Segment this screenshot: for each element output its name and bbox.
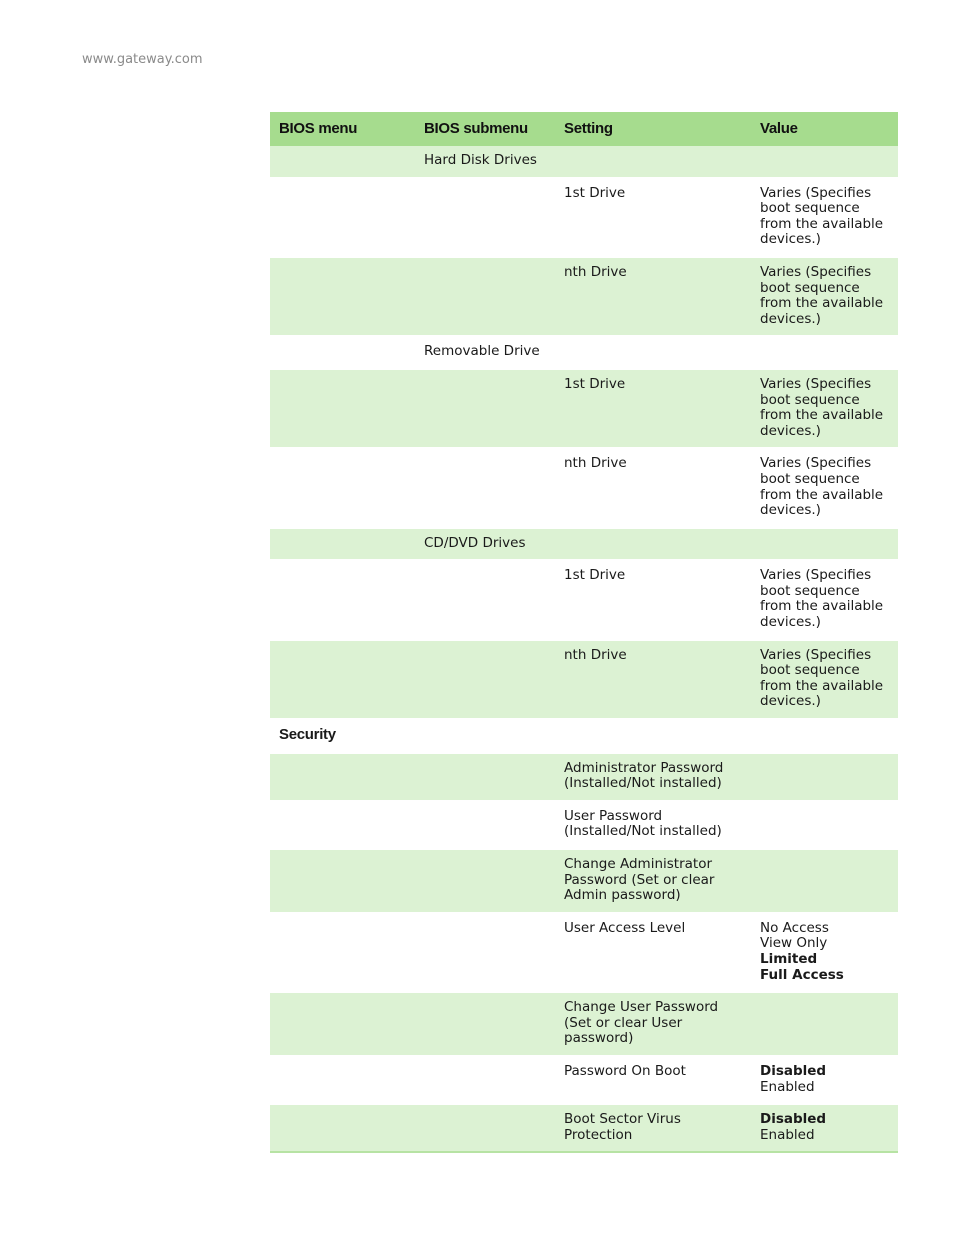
- value-option: Varies (Specifies boot sequence from the available devices.): [760, 646, 884, 710]
- table-row: [270, 257, 898, 336]
- cell-setting: Change Administrator Password (Set or clear Admin password): [555, 849, 751, 913]
- cell-bios-submenu: [415, 913, 555, 992]
- table-row: [270, 913, 898, 992]
- value-option: Varies (Specifies boot sequence from the available devices.): [760, 263, 884, 327]
- cell-value: [751, 640, 898, 719]
- value-option: Varies (Specifies boot sequence from the available devices.): [760, 455, 884, 519]
- cell-value: [751, 146, 898, 178]
- cell-setting: Password On Boot: [555, 1056, 751, 1104]
- cell-setting: 1st Drive: [555, 560, 751, 639]
- cell-setting: nth Drive: [555, 257, 751, 336]
- table-row: [270, 719, 898, 753]
- value-option: Disabled: [760, 1111, 827, 1128]
- cell-value: [751, 719, 898, 753]
- table-row: [270, 1104, 898, 1152]
- cell-value: [751, 1056, 898, 1104]
- table-row: [270, 753, 898, 801]
- cell-bios-menu: [270, 369, 415, 448]
- site-url: www.gateway.com: [82, 52, 203, 67]
- cell-value: [751, 528, 898, 561]
- cell-bios-menu: [270, 640, 415, 719]
- value-option: Full Access: [760, 966, 844, 983]
- cell-value: [751, 801, 898, 849]
- cell-setting: [555, 146, 751, 178]
- table-row: [270, 560, 898, 639]
- table-row: [270, 801, 898, 849]
- table-row: [270, 369, 898, 448]
- cell-bios-menu: [270, 719, 415, 753]
- cell-bios-submenu: [415, 369, 555, 448]
- cell-value: [751, 753, 898, 801]
- table-row: [270, 849, 898, 913]
- table-row: [270, 178, 898, 257]
- cell-setting: 1st Drive: [555, 369, 751, 448]
- cell-bios-submenu: [415, 1056, 555, 1104]
- cell-bios-menu: [270, 753, 415, 801]
- value-option: Enabled: [760, 1078, 815, 1095]
- value-option: View Only: [760, 935, 828, 952]
- cell-setting: User Access Level: [555, 913, 751, 992]
- cell-bios-submenu: [415, 801, 555, 849]
- table-row: [270, 448, 898, 527]
- cell-value: [751, 178, 898, 257]
- cell-bios-submenu: [415, 178, 555, 257]
- cell-value: [751, 849, 898, 913]
- cell-value: [751, 992, 898, 1056]
- value-option: Varies (Specifies boot sequence from the available devices.): [760, 375, 884, 439]
- cell-bios-submenu: [415, 448, 555, 527]
- cell-setting: Change User Password (Set or clear User password): [555, 992, 751, 1056]
- cell-bios-menu: [270, 849, 415, 913]
- cell-bios-submenu: CD/DVD Drives: [415, 528, 555, 561]
- cell-bios-menu: [270, 257, 415, 336]
- cell-setting: 1st Drive: [555, 178, 751, 257]
- cell-bios-submenu: [415, 257, 555, 336]
- cell-bios-menu: [270, 560, 415, 639]
- cell-bios-menu: [270, 1056, 415, 1104]
- value-option: No Access: [760, 919, 829, 936]
- cell-bios-submenu: [415, 753, 555, 801]
- cell-bios-submenu: [415, 992, 555, 1056]
- value-option: Varies (Specifies boot sequence from the available devices.): [760, 567, 884, 631]
- cell-setting: [555, 719, 751, 753]
- table-body: [270, 146, 898, 1152]
- table-header-row: [270, 112, 898, 146]
- value-option: Limited: [760, 950, 818, 967]
- column-header-bios-submenu: BIOS submenu: [415, 112, 555, 146]
- cell-setting: [555, 528, 751, 561]
- cell-value: [751, 257, 898, 336]
- cell-setting: User Password (Installed/Not installed): [555, 801, 751, 849]
- cell-bios-menu: [270, 913, 415, 992]
- cell-bios-menu: [270, 178, 415, 257]
- table-row: [270, 1056, 898, 1104]
- cell-bios-menu: [270, 801, 415, 849]
- cell-bios-submenu: Hard Disk Drives: [415, 146, 555, 178]
- cell-setting: [555, 336, 751, 369]
- cell-bios-menu: [270, 448, 415, 527]
- cell-setting: Boot Sector Virus Protection: [555, 1104, 751, 1152]
- column-header-bios-menu: BIOS menu: [270, 112, 415, 146]
- bios-menu-label: Security: [279, 726, 336, 744]
- value-option: Disabled: [760, 1062, 827, 1079]
- table-row: [270, 640, 898, 719]
- cell-value: [751, 448, 898, 527]
- bios-settings-table: [270, 112, 898, 1153]
- cell-bios-submenu: [415, 640, 555, 719]
- cell-setting: nth Drive: [555, 640, 751, 719]
- cell-bios-menu: [270, 528, 415, 561]
- table-row: [270, 146, 898, 178]
- cell-bios-menu: [270, 1104, 415, 1152]
- cell-bios-submenu: [415, 560, 555, 639]
- table-row: [270, 336, 898, 369]
- cell-bios-menu: [270, 146, 415, 178]
- cell-setting: nth Drive: [555, 448, 751, 527]
- cell-bios-submenu: Removable Drive: [415, 336, 555, 369]
- cell-bios-menu: [270, 992, 415, 1056]
- table-row: [270, 992, 898, 1056]
- cell-value: [751, 913, 898, 992]
- column-header-value: Value: [751, 112, 898, 146]
- cell-bios-menu: [270, 336, 415, 369]
- cell-value: [751, 560, 898, 639]
- value-option: Varies (Specifies boot sequence from the available devices.): [760, 184, 884, 248]
- cell-value: [751, 336, 898, 369]
- table-row: [270, 528, 898, 561]
- cell-bios-submenu: [415, 849, 555, 913]
- cell-value: [751, 369, 898, 448]
- cell-value: [751, 1104, 898, 1152]
- cell-setting: Administrator Password (Installed/Not installed): [555, 753, 751, 801]
- cell-bios-submenu: [415, 1104, 555, 1152]
- column-header-setting: Setting: [555, 112, 751, 146]
- value-option: Enabled: [760, 1126, 815, 1143]
- cell-bios-submenu: [415, 719, 555, 753]
